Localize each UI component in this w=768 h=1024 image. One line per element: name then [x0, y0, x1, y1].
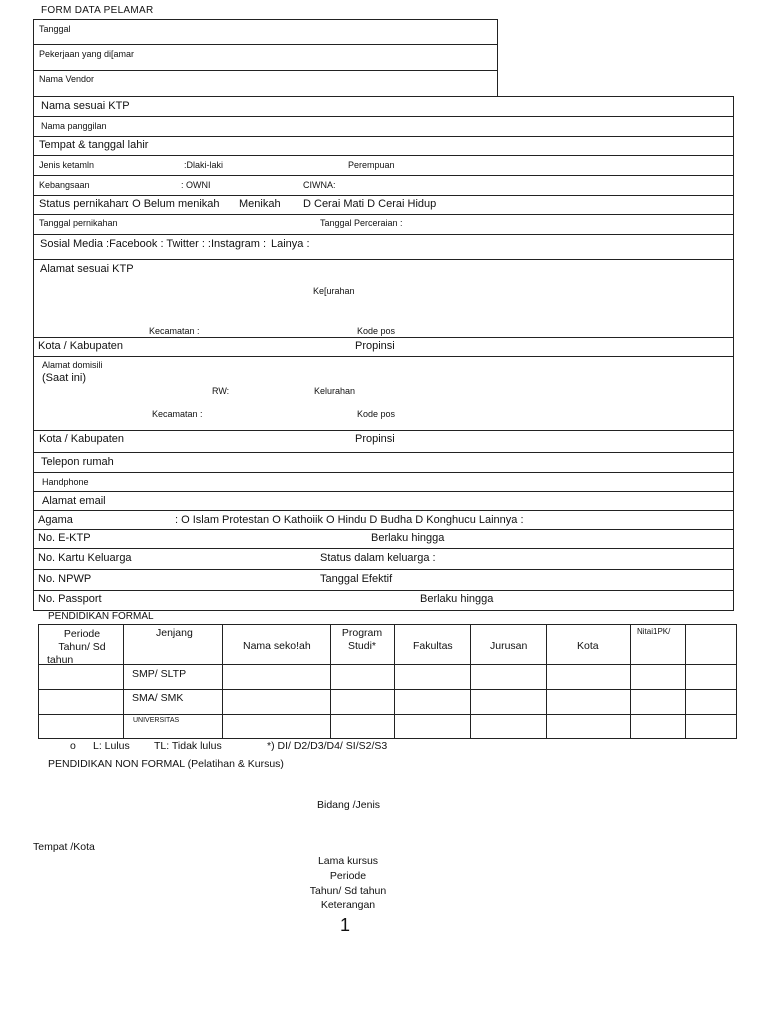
npwp-label: No. NPWP — [38, 573, 92, 585]
nonformal-title: PENDIDIKAN NON FORMAL (Pelatihan & Kursus) — [48, 758, 284, 770]
divider — [33, 491, 734, 492]
header-periode-3: tahun — [47, 654, 74, 666]
alamat-domisili-label: Alamat domisili — [42, 360, 103, 370]
header-sekolah: Nama seko!ah — [243, 640, 311, 652]
divider — [33, 116, 734, 117]
legend-o: o — [70, 740, 76, 752]
berlaku-passport-label: Berlaku hingga — [420, 593, 494, 605]
header-program-1: Program — [341, 627, 383, 639]
divider — [33, 452, 734, 453]
legend-lulus: L: Lulus — [93, 740, 130, 752]
tgl-nikah-label: Tanggal pernikahan — [39, 218, 118, 228]
perempuan-option[interactable]: Perempuan — [348, 160, 395, 170]
table-col-line — [394, 624, 395, 739]
header-nilai: Nitai1PK/ — [637, 627, 671, 636]
divider — [33, 529, 734, 530]
status-keluarga-label: Status dalam keluarga : — [320, 552, 436, 564]
propinsi-ktp-label: Propinsi — [355, 340, 395, 352]
status-label: Status pernikahan — [39, 198, 128, 210]
tempat-label: Tempat /Kota — [33, 841, 95, 853]
alamat-domisili-sub: (Saat ini) — [42, 372, 87, 384]
tgl-efektif-label: Tanggal Efektif — [320, 573, 393, 585]
divider — [33, 472, 734, 473]
passport-label: No. Passport — [38, 593, 102, 605]
header-program — [330, 627, 394, 653]
jenis-kelamin-label: Jenis ketamln — [39, 160, 95, 170]
divider — [33, 234, 734, 235]
tgl-cerai-label: Tanggal Perceraian : — [320, 218, 403, 228]
kodepos-ktp-label: Kode pos — [357, 326, 396, 336]
header-kota: Kota — [577, 640, 599, 652]
nama-ktp-label: Nama sesuai KTP — [41, 100, 130, 112]
status-cerai-option[interactable]: D Cerai Mati D Cerai Hidup — [303, 198, 437, 210]
page-number: 1 — [340, 915, 351, 935]
kecamatan-ktp-label: Kecamatan : — [149, 326, 200, 336]
pekerjaan-label: Pekerjaan yang di[amar — [39, 49, 135, 59]
rw-label: RW: — [212, 386, 230, 396]
legend-tidak-lulus: TL: Tidak lulus — [154, 740, 222, 752]
lainya-label: Lainya : — [271, 238, 310, 250]
table-col-line — [546, 624, 547, 739]
tahun-label: Tahun/ Sd tahun — [309, 885, 387, 897]
kk-label: No. Kartu Keluarga — [38, 552, 132, 564]
pendidikan-title: PENDIDIKAN FORMAL — [48, 611, 154, 622]
sosmed-label: Sosial Media :Facebook : Twitter : :Instagram : — [40, 238, 267, 250]
header-jenjang: Jenjang — [156, 627, 193, 639]
nama-panggilan-label: Nama panggilan — [41, 121, 107, 131]
divider — [33, 136, 734, 137]
table-row-line — [38, 664, 737, 665]
divider — [33, 70, 498, 71]
divider — [33, 510, 734, 511]
divider — [33, 259, 734, 260]
divider — [33, 337, 734, 338]
header-periode-1: Periode — [63, 628, 101, 640]
divider — [33, 569, 734, 570]
row-smp: SMP/ SLTP — [132, 668, 187, 680]
kebangsaan-label: Kebangsaan — [39, 180, 90, 190]
kelurahan-ktp-label: Ke[urahan — [313, 286, 355, 296]
agama-options[interactable]: : O Islam Protestan O Kathoiik O Hindu D Budha D Konghucu Lainnya : — [175, 514, 524, 526]
bidang-label: Bidang /Jenis — [317, 799, 381, 811]
header-fakultas: Fakultas — [413, 640, 453, 652]
divider — [33, 430, 734, 431]
email-label: Alamat email — [42, 495, 106, 507]
vendor-label: Nama Vendor — [39, 74, 95, 84]
wni-option[interactable]: : OWNI — [181, 180, 211, 190]
legend-note: *) DI/ D2/D3/D4/ SI/S2/S3 — [267, 740, 388, 752]
ttl-label: Tempat & tanggal lahir — [39, 139, 149, 151]
table-col-line — [685, 624, 686, 739]
lama-label: Lama kursus — [317, 855, 379, 867]
table-col-line — [630, 624, 631, 739]
divider — [33, 214, 734, 215]
divider — [33, 590, 734, 591]
divider — [33, 548, 734, 549]
form-title: FORM DATA PELAMAR — [41, 5, 154, 16]
table-row-line — [38, 689, 737, 690]
status-belum-option[interactable]: : O Belum menikah — [126, 198, 220, 210]
status-menikah-option[interactable]: Menikah — [239, 198, 281, 210]
divider — [33, 175, 734, 176]
kecamatan-dom-label: Kecamatan : — [152, 409, 203, 419]
propinsi-dom-label: Propinsi — [355, 433, 395, 445]
divider — [33, 356, 734, 357]
table-col-line — [470, 624, 471, 739]
table-col-line — [222, 624, 223, 739]
handphone-label: Handphone — [42, 477, 89, 487]
kota-dom-label: Kota / Kabupaten — [39, 433, 125, 445]
kota-ktp-label: Kota / Kabupaten — [38, 340, 124, 352]
table-row-line — [38, 714, 737, 715]
laki-option[interactable]: :Dlaki-laki — [184, 160, 224, 170]
agama-label: Agama — [38, 514, 73, 526]
telepon-label: Telepon rumah — [41, 456, 114, 468]
berlaku-ektp-label: Berlaku hingga — [371, 532, 445, 544]
ektp-label: No. E-KTP — [38, 532, 91, 544]
header-jurusan: Jurusan — [490, 640, 528, 652]
alamat-ktp-label: Alamat sesuai KTP — [40, 263, 134, 275]
divider — [33, 44, 498, 45]
header-program-2: Studi* — [347, 640, 377, 652]
row-sma: SMA/ SMK — [132, 692, 184, 704]
wna-option[interactable]: CIWNA: — [303, 180, 336, 190]
row-universitas: UNIVERSITAS — [133, 717, 180, 724]
header-periode-2: Tahun/ Sd — [58, 641, 106, 653]
header-periode — [40, 628, 124, 654]
periode-label: Periode — [329, 870, 367, 882]
tanggal-label: Tanggal — [39, 24, 71, 34]
divider — [33, 195, 734, 196]
kodepos-dom-label: Kode pos — [357, 409, 396, 419]
divider — [33, 155, 734, 156]
kelurahan-dom-label: Kelurahan — [314, 386, 356, 396]
keterangan-label: Keterangan — [320, 899, 376, 911]
